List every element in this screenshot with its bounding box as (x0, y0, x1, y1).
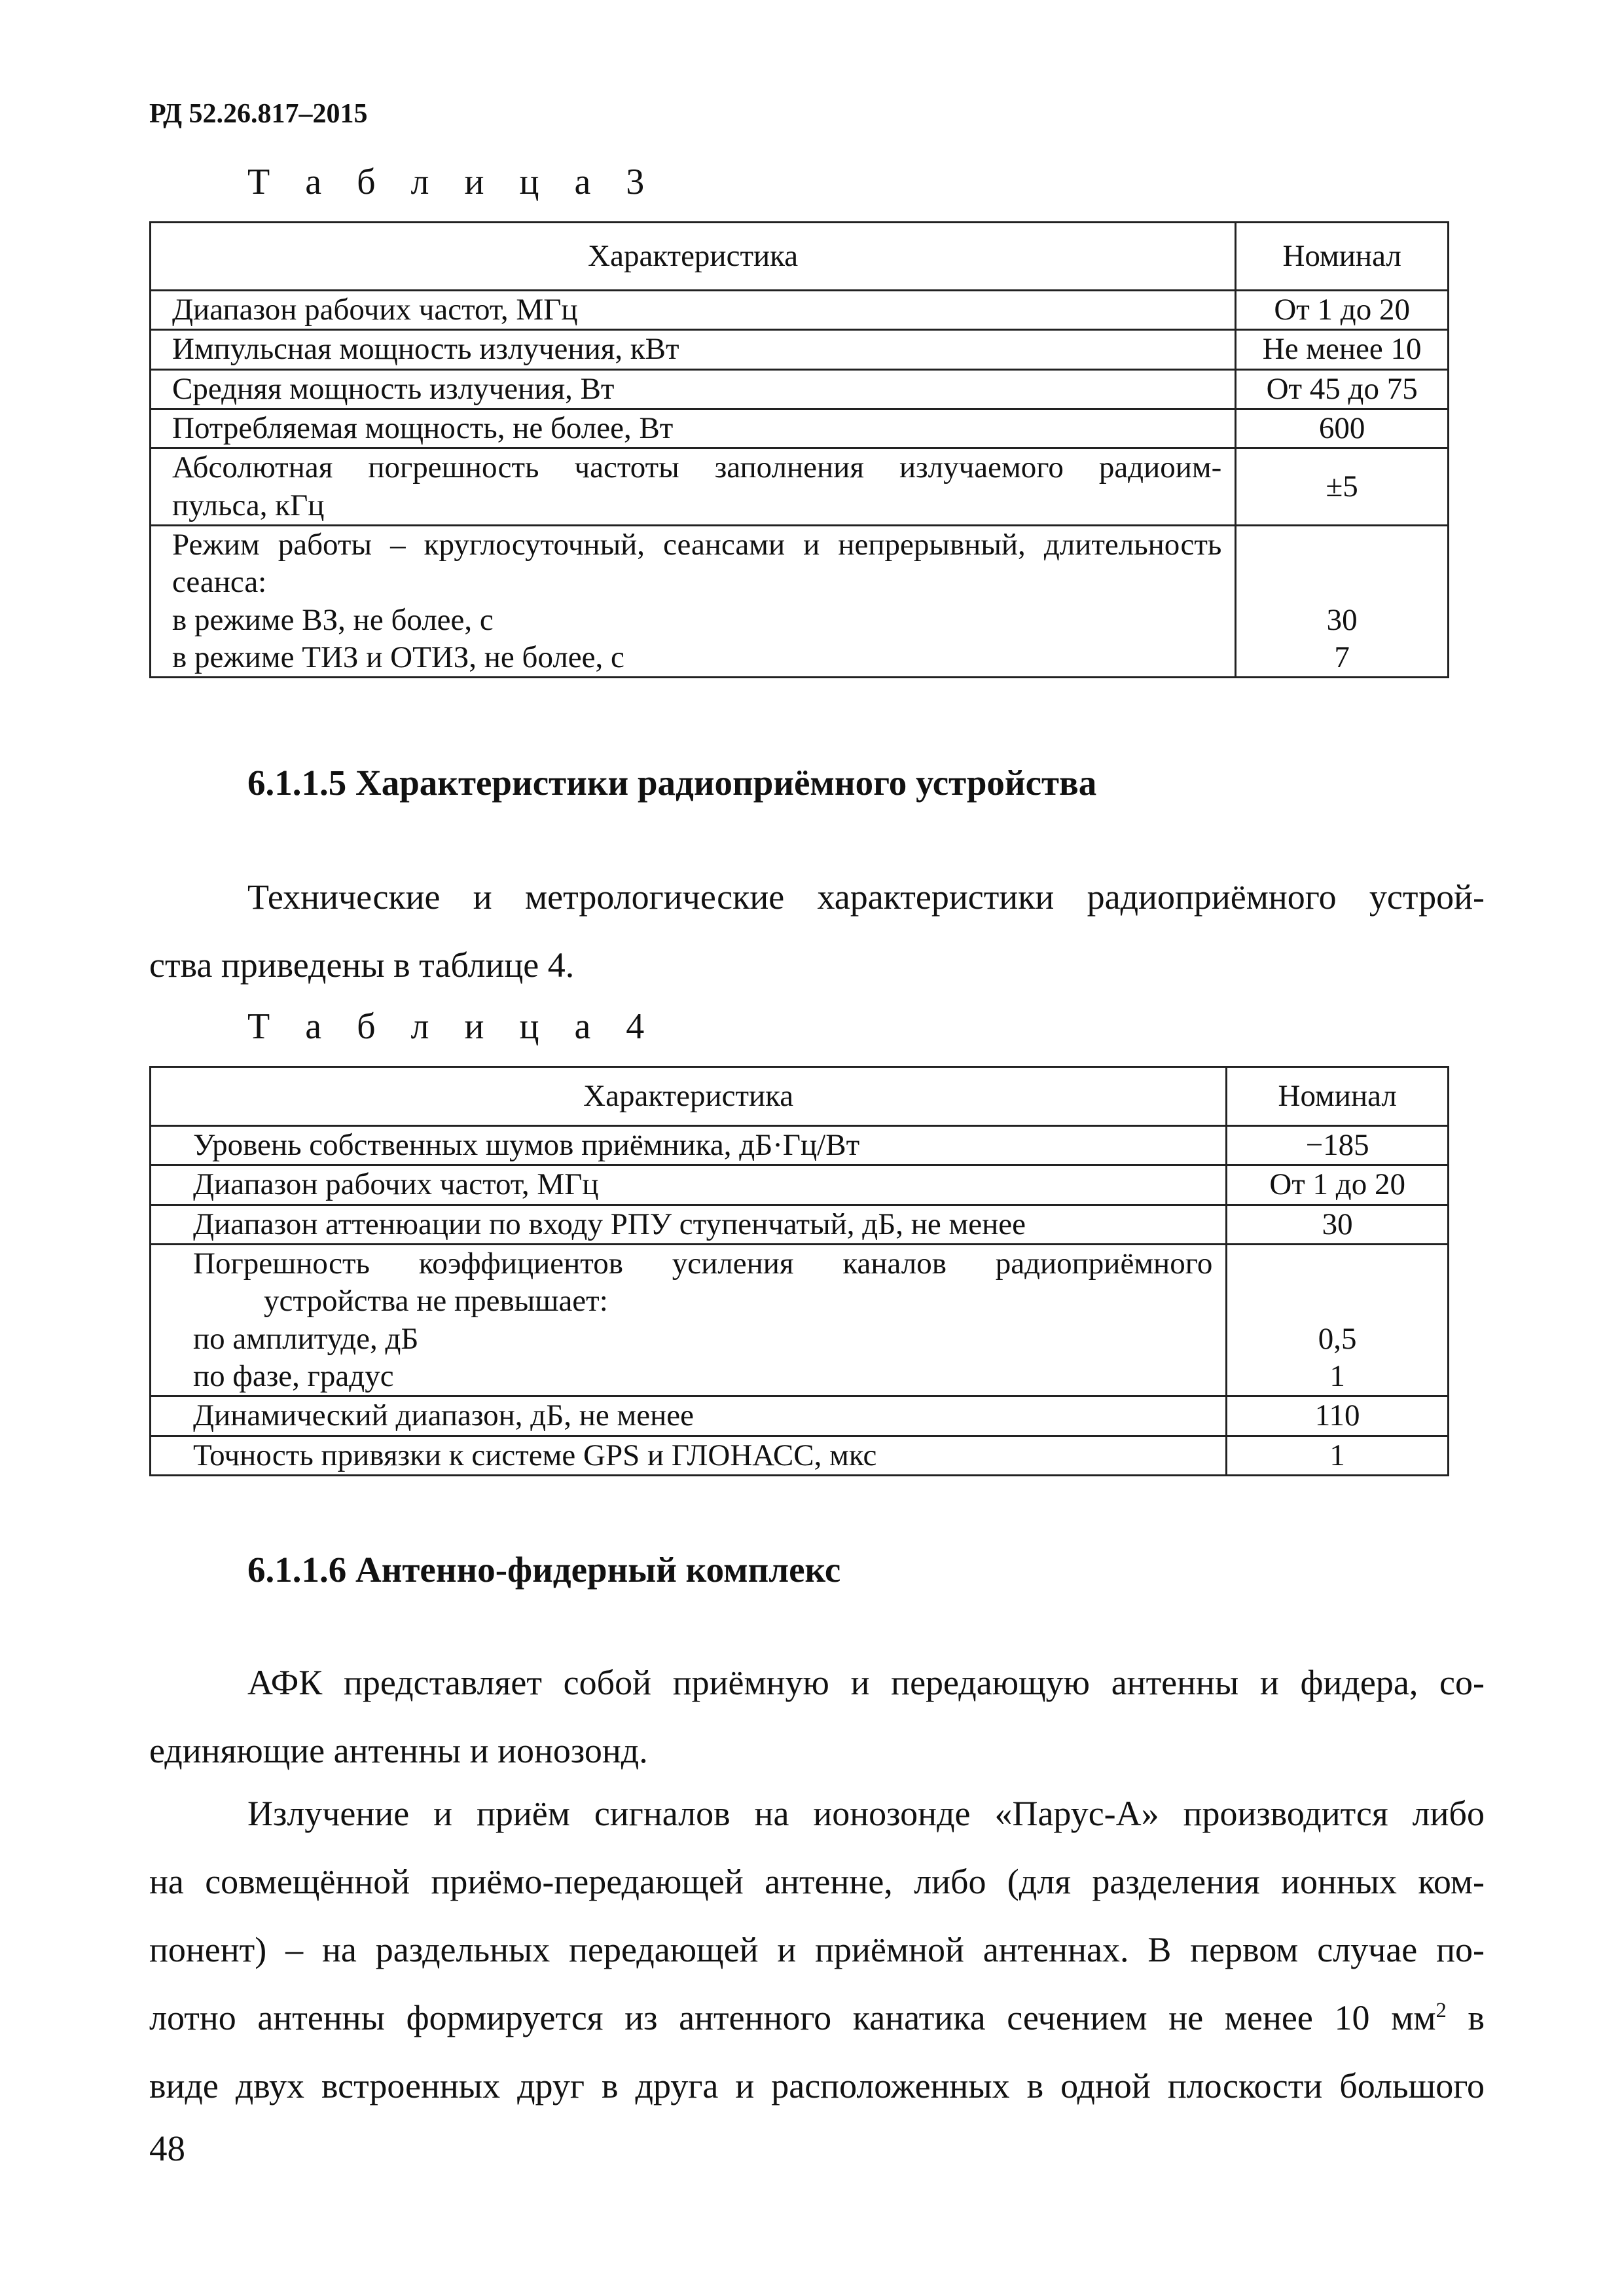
cell-value (1236, 526, 1447, 564)
cell-text: Уровень собственных шумов приёмника, дБ·Гц/Вт (193, 1128, 860, 1162)
table-row (151, 1165, 1449, 1205)
section-6116-paragraph-2 (149, 1779, 1485, 2120)
cell-value: Не менее 10 (1262, 332, 1422, 367)
cell-value: −185 (1305, 1128, 1369, 1162)
table3-header-nominal: Номинал (1236, 223, 1449, 291)
paragraph-line: понент) – на раздельных передающей и приёмной антеннах. В первом случае по- (149, 1930, 1485, 1969)
paragraph-line (149, 1984, 1485, 2052)
paragraph-line: ства приведены в таблице 4. (149, 945, 575, 985)
cell-text: Диапазон рабочих частот, МГц (193, 1167, 599, 1202)
section-6116-paragraph-1 (149, 1649, 1485, 1785)
section-6115-paragraph (149, 863, 1485, 999)
table-row (151, 1436, 1449, 1475)
cell-text: Потребляемая мощность, не более, Вт (172, 410, 674, 445)
cell-text: по фазе, градус (193, 1358, 394, 1393)
cell-text: Абсолютная погрешность частоты заполнения излучаемого радиоим- (172, 450, 1222, 485)
cell-value (1227, 1245, 1447, 1283)
cell-value: 7 (1334, 640, 1350, 674)
cell-value: 30 (1326, 602, 1358, 637)
table-row (151, 369, 1449, 409)
cell-text: пульса, кГц (172, 488, 325, 522)
cell-text: в режиме ТИЗ и ОТИЗ, не более, с (172, 640, 624, 674)
section-heading-6116: 6.1.1.6 Антенно-фидерный комплекс (247, 1550, 841, 1590)
table3-header-characteristic: Характеристика (151, 223, 1236, 291)
table-row (151, 448, 1449, 526)
paragraph-line-text: лотно антенны формируется из антенного канатика сечением не менее 10 мм (149, 1998, 1436, 2037)
page-number: 48 (149, 2128, 185, 2168)
cell-text: по амплитуде, дБ (193, 1321, 419, 1356)
paragraph-line: единяющие антенны и ионозонд. (149, 1731, 648, 1770)
paragraph-line: виде двух встроенных друг в друга и расположенных в одной плоскости большого (149, 2066, 1485, 2105)
cell-value: ±5 (1326, 469, 1358, 503)
cell-value: 600 (1318, 410, 1365, 445)
superscript: 2 (1435, 1999, 1447, 2022)
cell-value: 0,5 (1318, 1321, 1357, 1356)
cell-value: 1 (1329, 1358, 1345, 1393)
table-row (151, 330, 1449, 369)
paragraph-line: Технические и метрологические характеристики радиоприёмного устрой- (247, 877, 1485, 917)
cell-text: Погрешность коэффициентов усиления каналов радиоприёмного (193, 1246, 1213, 1281)
paragraph-line-text: в (1468, 1998, 1485, 2037)
table-3 (149, 221, 1449, 678)
table-row (151, 291, 1449, 330)
table-row (151, 1244, 1449, 1396)
paragraph-line: АФК представляет собой приёмную и передающую антенны и фидера, со- (247, 1663, 1485, 1702)
cell-value: От 45 до 75 (1266, 371, 1418, 406)
paragraph-line: Излучение и приём сигналов на ионозонде «Парус-А» производится либо (247, 1794, 1485, 1833)
table-4 (149, 1066, 1449, 1476)
cell-text: Динамический диапазон, дБ, не менее (193, 1398, 694, 1433)
cell-value: 110 (1314, 1398, 1360, 1433)
cell-text: Импульсная мощность излучения, кВт (172, 332, 679, 367)
table-row (151, 1126, 1449, 1165)
table-row (151, 409, 1449, 448)
cell-text: Диапазон аттенюации по входу РПУ ступенчатый, дБ, не менее (193, 1207, 1026, 1241)
cell-value (1236, 564, 1447, 601)
cell-text: Режим работы – круглосуточный, сеансами и непрерывный, длительность (172, 527, 1222, 562)
cell-value: 1 (1329, 1438, 1345, 1472)
cell-text: сеанса: (172, 565, 267, 600)
paragraph-line: на совмещённой приёмо-передающей антенне, либо (для разделения ионных ком- (149, 1862, 1485, 1901)
cell-value (1227, 1283, 1447, 1320)
cell-text: Точность привязки к системе GPS и ГЛОНАСС, мкс (193, 1438, 877, 1472)
cell-value: От 1 до 20 (1274, 293, 1410, 327)
table4-header-characteristic: Характеристика (151, 1067, 1227, 1126)
table4-caption: Т а б л и ц а 4 (247, 1006, 658, 1047)
cell-text: в режиме ВЗ, не более, с (172, 602, 494, 637)
table3-caption: Т а б л и ц а 3 (247, 162, 658, 202)
cell-value: От 1 до 20 (1269, 1167, 1405, 1202)
cell-text: Средняя мощность излучения, Вт (172, 371, 615, 406)
table-row (151, 525, 1449, 677)
cell-text: устройства не превышает: (264, 1284, 608, 1319)
cell-value: 30 (1322, 1207, 1353, 1241)
table-row (151, 1205, 1449, 1244)
cell-text: Диапазон рабочих частот, МГц (172, 293, 578, 327)
table4-header-nominal: Номинал (1227, 1067, 1449, 1126)
document-number: РД 52.26.817–2015 (149, 99, 368, 129)
section-heading-6115: 6.1.1.5 Характеристики радиоприёмного устройства (247, 763, 1097, 803)
table-row (151, 1396, 1449, 1436)
